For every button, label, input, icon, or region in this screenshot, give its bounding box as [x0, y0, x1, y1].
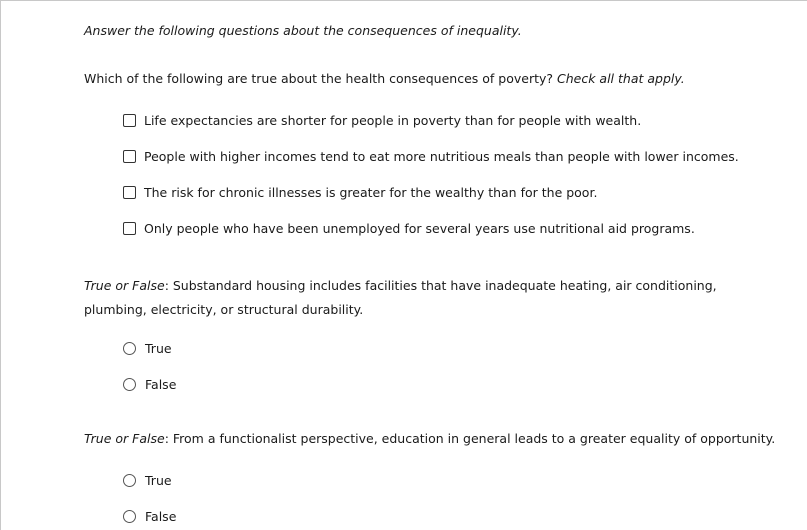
checkbox[interactable]	[123, 186, 136, 199]
q1-option-3[interactable]	[123, 185, 597, 200]
q1-option-1-label: Life expectancies are shorter for people in poverty than for people with wealth.	[144, 113, 642, 128]
q3-option-false-label: False	[145, 509, 177, 524]
q3-option-false[interactable]	[123, 509, 176, 524]
question-2-text: : Substandard housing includes facilities that have inadequate heating, air conditioning, plumbing, electricity, or structural durability.	[84, 278, 717, 317]
radio-button[interactable]	[123, 342, 136, 355]
q3-option-true-label: True	[145, 473, 172, 488]
intro-text: Answer the following questions about the consequences of inequality.	[84, 23, 522, 38]
question-1-instruction: Check all that apply.	[557, 71, 685, 86]
q2-option-true-label: True	[145, 341, 172, 356]
question-1-prompt	[84, 71, 685, 86]
q1-option-4-label: Only people who have been unemployed for several years use nutritional aid programs.	[144, 221, 695, 236]
radio-button[interactable]	[123, 510, 136, 523]
checkbox[interactable]	[123, 114, 136, 127]
checkbox[interactable]	[123, 222, 136, 235]
q2-option-true[interactable]	[123, 341, 172, 356]
question-2-prompt	[84, 274, 774, 322]
q1-option-4[interactable]	[123, 221, 695, 236]
question-3-prompt	[84, 431, 775, 446]
q1-option-3-label: The risk for chronic illnesses is greater for the wealthy than for the poor.	[144, 185, 598, 200]
question-1-text: Which of the following are true about the health consequences of poverty?	[84, 71, 554, 86]
q1-option-2[interactable]	[123, 149, 739, 164]
q2-option-false[interactable]	[123, 377, 176, 392]
radio-button[interactable]	[123, 378, 136, 391]
q1-option-2-label: People with higher incomes tend to eat more nutritious meals than people with lower incomes.	[144, 149, 739, 164]
radio-button[interactable]	[123, 474, 136, 487]
q2-option-false-label: False	[145, 377, 177, 392]
q1-option-1[interactable]	[123, 113, 641, 128]
question-3-prefix: True or False	[84, 431, 165, 446]
question-2-prefix: True or False	[84, 278, 165, 293]
question-3-text: : From a functionalist perspective, education in general leads to a greater equality of opportunity.	[164, 431, 776, 446]
checkbox[interactable]	[123, 150, 136, 163]
q3-option-true[interactable]	[123, 473, 172, 488]
